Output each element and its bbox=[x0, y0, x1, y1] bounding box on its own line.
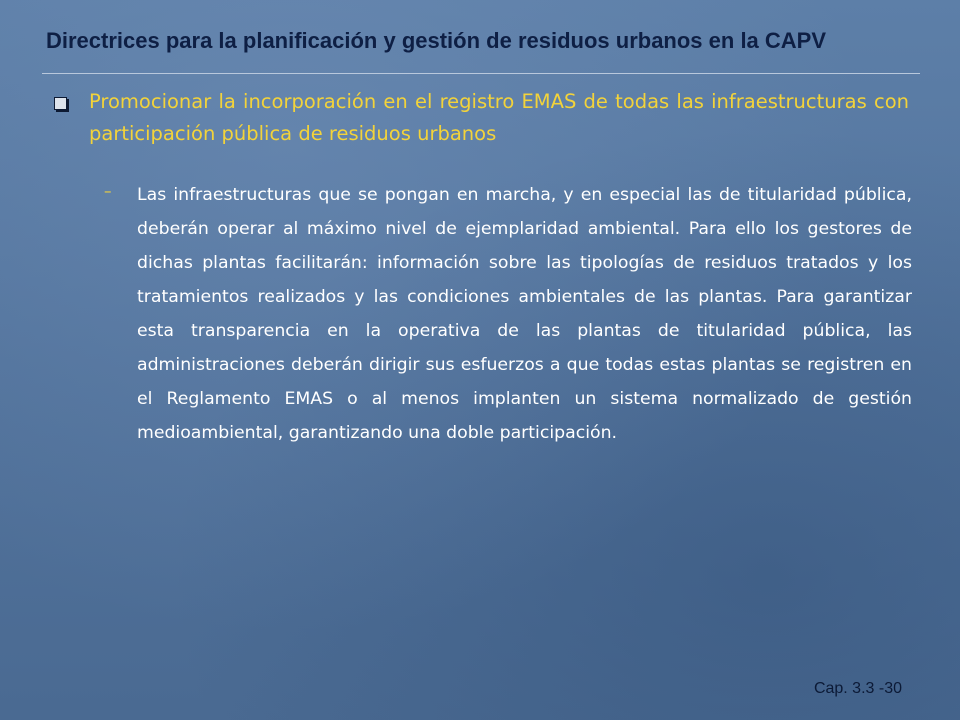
title-divider bbox=[42, 73, 920, 74]
slide-title: Directrices para la planificación y gestión de residuos urbanos en la CAPV bbox=[46, 28, 827, 53]
sub-bullet-text: Las infraestructuras que se pongan en marcha, y en especial las de titularidad pública, deberán operar al máximo nivel de ejemplaridad ambiental. Para ello los gestores de dichas plantas facilitarán: información sobre las tipologías de residuos tratados y los tratamientos realizados y las condiciones ambientales de las plantas. Para garantizar esta transparencia en la operativa de las plantas de titularidad pública, las administraciones deberán dirigir sus esfuerzos a que todas estas plantas se registren en el Reglamento EMAS o al menos implanten un sistema normalizado de gestión medioambiental, garantizando una doble participación. bbox=[137, 185, 912, 443]
dash-bullet-icon: – bbox=[104, 182, 112, 200]
main-bullet bbox=[54, 86, 914, 150]
slide-number: Cap. 3.3 -30 bbox=[813, 680, 902, 697]
sub-bullet bbox=[104, 178, 912, 450]
square-bullet-icon bbox=[54, 97, 67, 110]
main-bullet-text: Promocionar la incorporación en el registro EMAS de todas las infraestructuras con participación pública de residuos urbanos bbox=[89, 90, 909, 145]
